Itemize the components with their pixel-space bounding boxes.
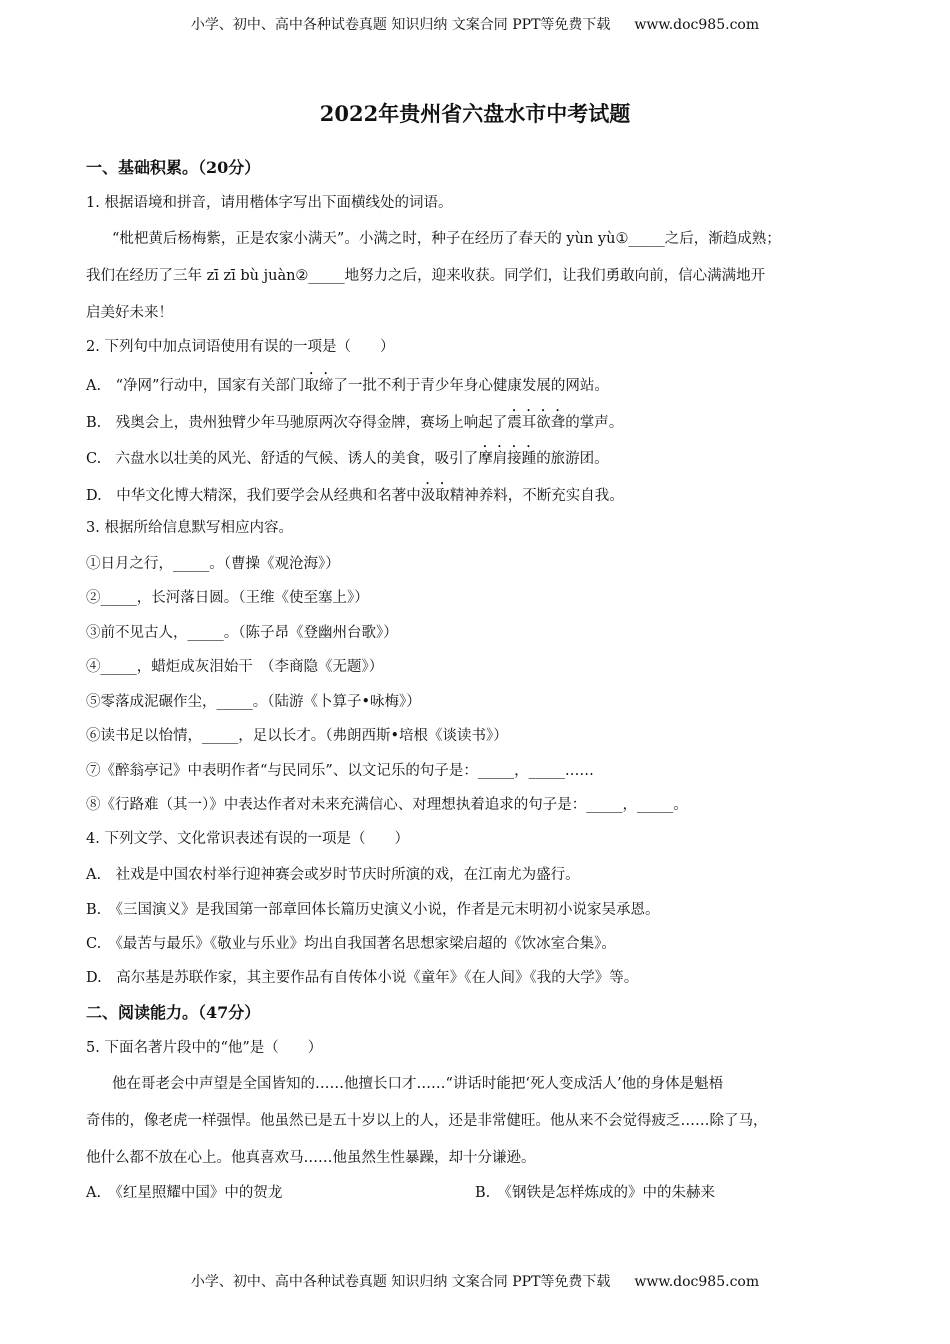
option-text: D. 中华文化博大精深，我们要学会从经典和名著中 [86, 488, 421, 504]
q3-item: ⑦《醉翁亭记》中表明作者“与民同乐”、以文记乐的句子是：_____，_____…… [86, 763, 594, 779]
option-text: B. 残奥会上，贵州独臂少年马驰原两次夺得金牌，赛场上响起了 [86, 415, 508, 431]
q3-item: ⑥读书足以怡情，_____，足以长才。（弗朗西斯•培根《谈读书》） [86, 728, 508, 744]
question-2: 2. 下列句中加点词语使用有误的一项是（ ） [86, 339, 395, 355]
dotted-word: 摩肩接踵 [478, 451, 537, 467]
q5-passage-line-3: 他什么都不放在心上。他真喜欢马……他虽然生性暴躁，却十分谦逊。 [86, 1150, 536, 1166]
q4-option-d: D. 高尔基是苏联作家，其主要作品有自传体小说《童年》《在人间》《我的大学》等。 [86, 970, 639, 986]
option-text: 精神养料，不断充实自我。 [449, 488, 624, 504]
q2-option-c [86, 443, 609, 468]
q3-item: ①日月之行，_____。（曹操《观沧海》） [86, 556, 340, 572]
page-footer [0, 1271, 950, 1291]
option-text: C. 六盘水以壮美的风光、舒适的气候、诱人的美食，吸引了 [86, 451, 479, 467]
q5-passage-line-1: 他在哥老会中声望是全国皆知的……他擅长口才……“讲话时能把‘死人变成活人’他的身体是魁梧 [112, 1076, 724, 1092]
option-text: 的旅游团。 [536, 451, 609, 467]
q2-option-b [86, 407, 623, 432]
dotted-word: 震耳欲聋 [507, 415, 566, 431]
option-text: 的掌声。 [565, 415, 624, 431]
question-1: 1. 根据语境和拼音，请用楷体字写出下面横线处的词语。 [86, 195, 453, 211]
option-text: A. “净网”行动中，国家有关部门 [86, 378, 305, 394]
section-1-heading: 一、基础积累。（20分） [86, 158, 261, 177]
q3-item: ②_____，长河落日圆。（王维《使至塞上》） [86, 590, 369, 606]
q1-passage-line-2: 我们在经历了三年 zī zī bù juàn②_____地努力之后，迎来收获。同学们，让我们勇敢向前，信心满满地开 [86, 268, 766, 284]
footer-text: 小学、初中、高中各种试卷真题 知识归纳 文案合同 PPT等免费下载 [190, 1274, 611, 1290]
q3-item: ③前不见古人，_____。（陈子昂《登幽州台歌》） [86, 625, 398, 641]
q4-option-c: C. 《最苦与最乐》《敬业与乐业》均出自我国著名思想家梁启超的《饮冰室合集》。 [86, 936, 616, 952]
q5-option-b: B. 《钢铁是怎样炼成的》中的朱赫来 [475, 1185, 716, 1201]
q2-option-a [86, 370, 609, 395]
page-title: 2022年贵州省六盘水市中考试题 [319, 101, 631, 126]
header-text: 小学、初中、高中各种试卷真题 知识归纳 文案合同 PPT等免费下载 [190, 17, 611, 33]
page-header [0, 14, 950, 34]
footer-site[interactable]: www.doc985.com [634, 1274, 760, 1290]
question-5: 5. 下面名著片段中的“他”是（ ） [86, 1040, 323, 1056]
q4-option-a: A. 社戏是中国农村举行迎神赛会或岁时节庆时所演的戏，在江南尤为盛行。 [86, 867, 580, 883]
q1-passage-line-1: “枇杷黄后杨梅紫，正是农家小满天”。小满之时，种子在经历了春天的 yùn yù①_____之后，渐趋成熟； [112, 231, 781, 247]
q5-passage-line-2: 奇伟的，像老虎一样强悍。他虽然已是五十岁以上的人，还是非常健旺。他从来不会觉得疲乏……除了马， [86, 1113, 768, 1129]
q4-option-b: B. 《三国演义》是我国第一部章回体长篇历史演义小说，作者是元末明初小说家吴承恩。 [86, 902, 660, 918]
section-2-heading: 二、阅读能力。（47分） [86, 1003, 261, 1022]
option-text: 了一批不利于青少年身心健康发展的网站。 [333, 378, 609, 394]
q3-item: ④_____，蜡炬成灰泪始干 （李商隐《无题》） [86, 659, 384, 675]
q3-item: ⑤零落成泥碾作尘，_____。（陆游《卜算子•咏梅》） [86, 694, 421, 710]
dotted-word: 汲取 [420, 488, 450, 504]
dotted-word: 取缔 [304, 378, 334, 394]
header-site[interactable]: www.doc985.com [634, 17, 760, 33]
question-4: 4. 下列文学、文化常识表述有误的一项是（ ） [86, 831, 409, 847]
q2-option-d [86, 480, 624, 505]
q3-item: ⑧《行路难（其一）》中表达作者对未来充满信心、对理想执着追求的句子是：_____，_____。 [86, 797, 688, 813]
q1-passage-line-3: 启美好未来！ [86, 305, 173, 321]
q5-option-a: A. 《红星照耀中国》中的贺龙 [86, 1185, 283, 1201]
question-3: 3. 根据所给信息默写相应内容。 [86, 520, 293, 536]
